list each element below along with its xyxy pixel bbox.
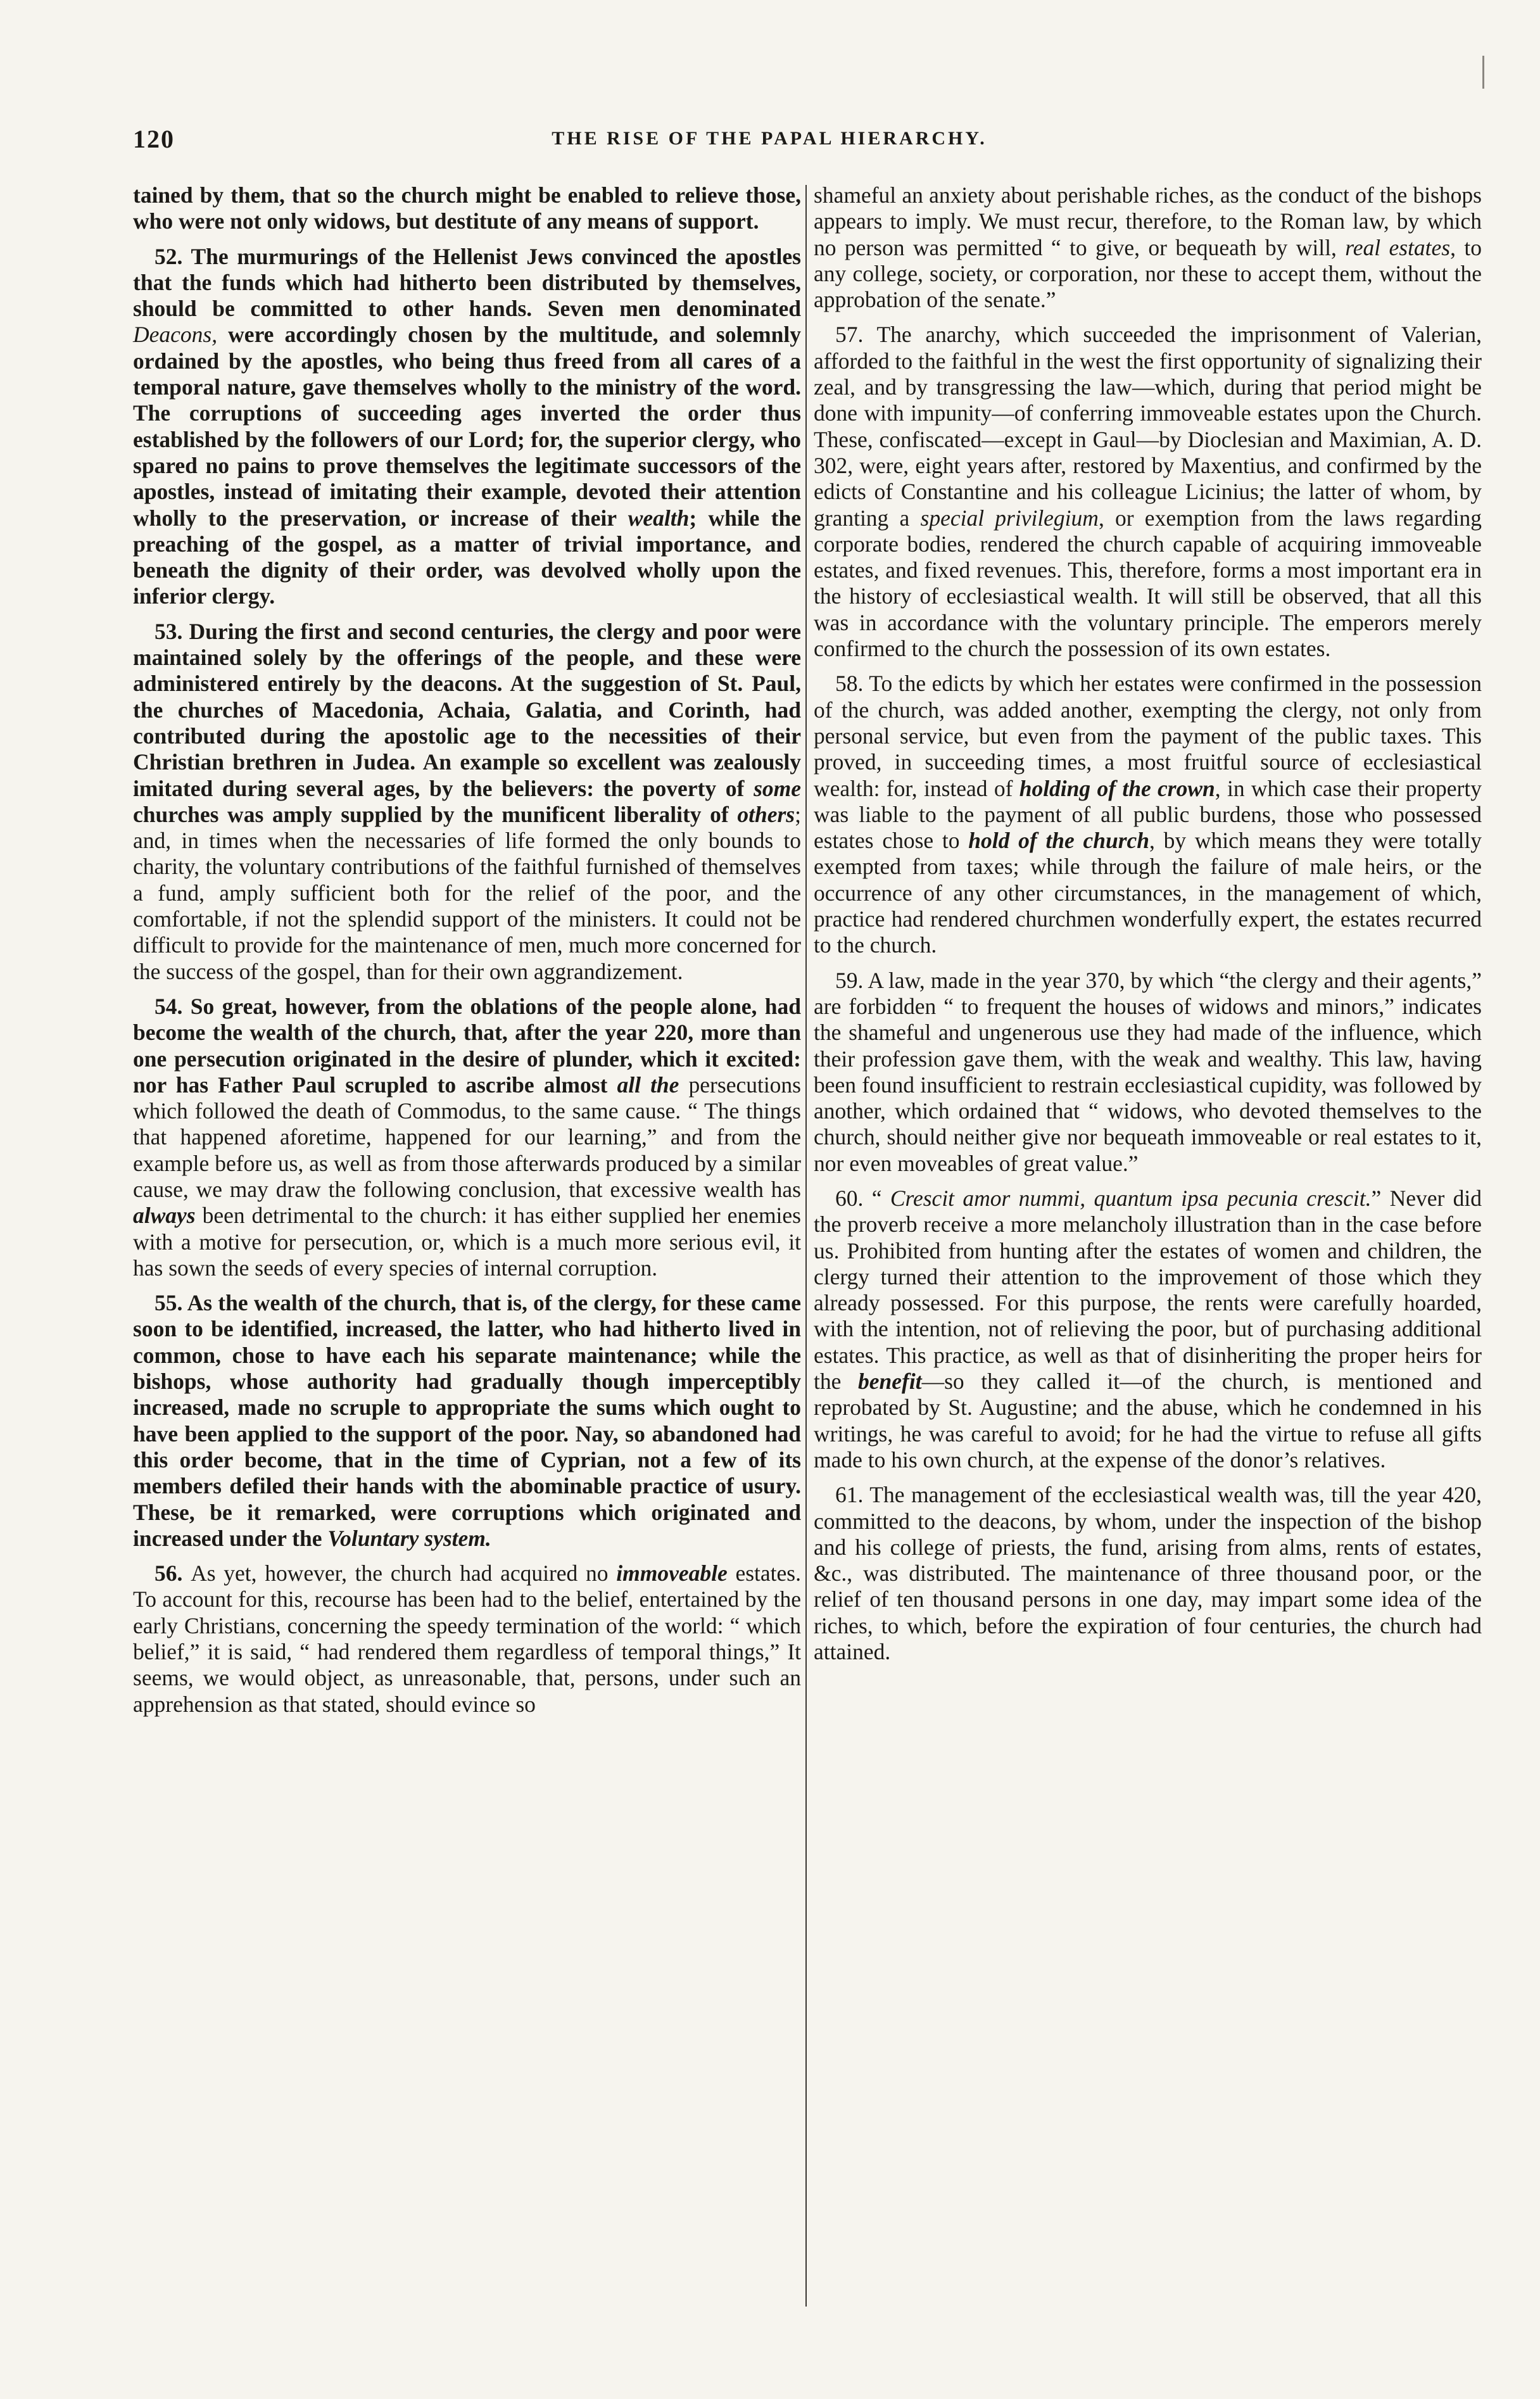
text-run: Crescit amor nummi, quantum ipsa pecunia crescit. [890,1185,1372,1211]
text-run: 57. The anarchy, which succeeded the imprisonment of Valerian, afforded to the faithful in the west the first opportunity of signalizing their zeal, and by transgressing the law—which, during that period might be done with impunity—of conferring immoveable estates upon the Church. These, confiscated—except in Gaul—by Dioclesian and Maximian, A. D. 302, were, eight years after, restored by Maxentius, and confirmed by the edicts of Constantine and his colleague Licinius; the latter of whom, by granting a [814,322,1482,531]
text-run: 61. The management of the ecclesiastical wealth was, till the year 420, committed to the deacons, by whom, under the inspection of the bishop and his college of priests, the fund, arising from alms, rents of estates, &c., was distributed. The maintenance of three thousand poor, or the relief of ten thousand persons in one day, may impart some idea of the riches, to which, before the expiration of four centuries, the church had attained. [814,1482,1482,1665]
page-number: 120 [133,125,175,153]
text-run: shameful an anxiety about perishable riches, as the conduct of the bishops appears to imply. We must recur, therefore, to the Roman law, by which no person was permitted “ to give, or bequeath by will, [814,182,1482,260]
column-divider [805,185,807,2307]
paragraph-57 [814,322,1482,662]
text-run: 60. “ [835,1185,890,1211]
text-run: 52. [155,243,191,269]
text-run: Deacons, [133,322,218,348]
running-title: THE RISE OF THE PAPAL HIERARCHY. [552,128,987,149]
paragraph-53 [133,619,801,985]
text-run: ; and, in times when the necessaries of life formed the only bounds to charity, the voluntary contributions of the faithful furnished of themselves a fund, amply sufficient both for the relief of the poor, and the comfortable, if not the splendid support of the ministers. It could not be difficult to provide for the maintenance of men, much more concerned for the success of the gospel, than for their own aggrandizement. [133,801,801,984]
paragraph-60 [814,1186,1482,1473]
text-run: 53. [155,618,189,644]
text-run: So great, however, from the oblations of the people alone, had become the wealth of the church, that, after the year 220, more than one persecution originated in the desire of plunder, which it excited: nor has Father Paul scrupled to ascribe almost [133,993,801,1098]
text-run: special privilegium [920,505,1099,531]
text-run: Voluntary system. [327,1525,491,1551]
text-run: always [133,1203,196,1229]
text-run: persecutions which followed the death of Commodus, to the same cause. “ The things that happened aforetime, happened for our learning,” and from the example before us, as well as from those afterwards produced by a similar cause, we may draw the following conclusion, that excessive wealth has [133,1072,801,1202]
paragraph-continuation-right [814,182,1482,313]
text-run: 55. [155,1290,187,1316]
text-run: , to any college, society, or corporation, nor these to accept them, without the approbation of the senate.” [814,234,1482,313]
text-run: were accordingly chosen by the multitude, and solemnly ordained by the apostles, who being thus freed from all cares of a temporal nature, gave themselves wholly to the ministry of the word. The corruptions of succeeding ages inverted the order thus established by the followers of our Lord; for, the superior clergy, who spared no pains to prove themselves the legitimate successors of the apostles, instead of imitating their example, devoted their attention wholly to the preservation, or increase of their [133,322,801,531]
text-run: some [754,775,801,801]
text-run: , in which case their property was liable to the payment of all public burdens, those who possessed estates chose to [814,775,1482,854]
text-run: hold of the church [968,828,1150,854]
text-run: wealth [628,505,690,531]
text-run: others [737,801,795,827]
text-run: estates. To account for this, recourse has been had to the belief, entertained by the early Christians, concerning the speedy termination of the world: “ which belief,” it is said, “ had rendered them regardless of temporal things,” It seems, we would object, as unreasonable, that, persons, under such an apprehension as that stated, should evince so [133,1560,801,1717]
text-run: During the first and second centuries, the clergy and poor were maintained solely by the offerings of the people, and these were administered entirely by the deacons. At the suggestion of St. Paul, the churches of Macedonia, Achaia, Galatia, and Corinth, had contributed during the apostolic age to the necessities of their Christian brethren in Judea. An example so excellent was zealously imitated during several ages, by the believers: the poverty of [133,618,802,801]
text-run: 56. [155,1560,191,1586]
text-run: , or exemption from the laws regarding corporate bodies, rendered the church capable of acquiring immoveable estates, and fixed revenues. This, therefore, forms a most important era in the history of ecclesiastical wealth. It will still be observed, that all this was in accordance with the voluntary principle. The emperors merely confirmed to the church the possession of its own estates. [814,505,1482,662]
text-run: The murmurings of the Hellenist Jews convinced the apostles that the funds which had hitherto been distributed by themselves, should be committed to other hands. Seven men denominated [133,243,801,322]
text-run: ; while the preaching of the gospel, as a matter of trivial importance, and beneath the dignity of their order, was devolved wholly upon the inferior clergy. [133,505,801,609]
text-run: —so they called it—of the church, is mentioned and reprobated by St. Augustine; and the abuse, which he condemned in his writings, he was careful to avoid; for he had the virtue to refuse all gifts made to his own church, at the expense of the donor’s relatives. [814,1369,1482,1472]
paragraph-54 [133,994,801,1281]
paragraph-52 [133,244,801,610]
text-run: immoveable [616,1560,728,1586]
running-head [133,124,1406,162]
paragraph-61 [814,1482,1482,1665]
paragraph-58 [814,671,1482,958]
text-run: ” Never did the proverb receive a more melancholy illustration than in the case before us. Prohibited from hunting after the estates of women and children, the clergy turned their attention to the improvement of those which they already possessed. For this purpose, the rents were carefully hoarded, with the intention, not of relieving the poor, but of purchasing additional estates. This practice, as well as that of disinheriting the proper heirs for the [814,1185,1482,1395]
text-run: As yet, however, the church had acquired no [191,1560,617,1586]
paragraph-56 [133,1560,801,1718]
text-run: 58. To the edicts by which her estates were confirmed in the possession of the church, was added another, exempting the clergy, not only from personal service, but even from the payment of the public taxes. This proved, in succeeding times, a most fruitful source of ecclesiastical wealth: for, instead of [814,671,1482,801]
right-column [814,182,1482,1674]
text-run: 54. [155,993,191,1019]
text-run: been detrimental to the church: it has either supplied her enemies with a motive for persecution, or, which is a much more serious evil, it has sown the seeds of every species of internal corruption. [133,1203,801,1281]
paragraph-59 [814,968,1482,1177]
text-run: tained by them, that so the church might be enabled to relieve those, who were not only widows, but destitute of any means of support. [133,182,801,234]
text-run: churches was amply supplied by the munificent liberality of [133,801,738,827]
text-run: 59. A law, made in the year 370, by which “the clergy and their agents,” are forbidden “ to frequent the houses of widows and minors,” indicates the shameful and ungenerous use they had made of the influence, which their profession gave them, with the weak and wealthy. This law, having been found insufficient to restrain ecclesiastical cupidity, was followed by another, which ordained that “ widows, who devoted themselves to the church, should neither give nor bequeath immoveable or real estates to it, nor even moveables of great value.” [814,967,1482,1176]
text-run: holding of the crown [1019,775,1215,801]
text-run: all the [617,1072,679,1098]
text-run: real estates [1345,234,1451,260]
left-column [133,182,801,1726]
paragraph-55 [133,1290,801,1552]
text-run: , by which means they were totally exempted from taxes; while through the failure of male heirs, or the occurrence of any other circumstances, in the management of which, practice had rendered churchmen wonderfully expert, the estates recurred to the church. [814,828,1482,958]
scan-edge-mark [1482,56,1484,89]
text-run: benefit [858,1369,922,1395]
paragraph-continuation-left [133,182,801,235]
text-run: As the wealth of the church, that is, of the clergy, for these came soon to be identified, increased, the latter, who had hitherto lived in common, chose to have each his separate maintenance; while the bishops, whose authority had gradually though imperceptibly increased, made no scruple to appropriate the sums which ought to have been applied to the support of the poor. Nay, so abandoned had this order become, that in the time of Cyprian, not a few of its members defiled their hands with the abominable practice of usury. These, be it remarked, were corruptions which originated and increased under the [133,1290,801,1551]
